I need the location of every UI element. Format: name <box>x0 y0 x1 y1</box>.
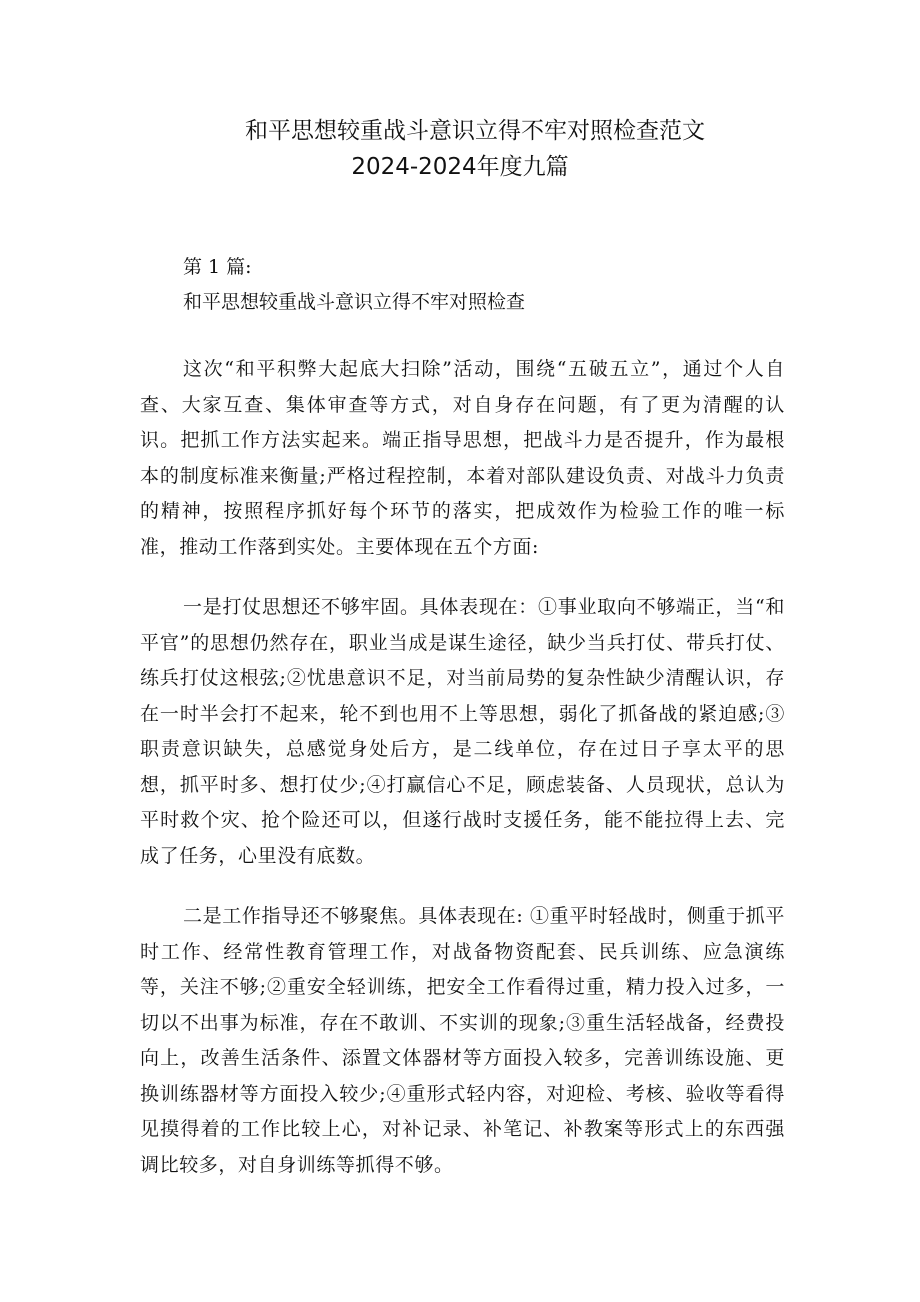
document-title <box>0 113 920 185</box>
title-line-1: 和平思想较重战斗意识立得不牢对照检查范文 <box>245 118 705 144</box>
section-title: 和平思想较重战斗意识立得不牢对照检查 <box>183 291 526 313</box>
paragraph-3: 二是工作指导还不够聚焦。具体表现在: ①重平时轻战时，侧重于抓平时工作、经常性教育管理工作，对战备物资配套、民兵训练、应急演练等，关注不够;②重安全轻训练，把安全工作看得过重，精力投入过多，一切以不出事为标准，存在不敢训、不实训的现象;③重生活轻战备，经费投向上，改善生活条件、添置文体器材等方面投入较多，完善训练设施、更换训练器材等方面投入较少;④重形式轻内容，对迎检、考核、验收等看得见摸得着的工作比较上心，对补记录、补笔记、补教案等形式上的东西强调比较多，对自身训练等抓得不够。 <box>140 905 785 1176</box>
title-line-2: 2024-2024年度九篇 <box>351 154 569 180</box>
paragraph-1: 这次“和平积弊大起底大扫除”活动，围绕“五破五立”，通过个人自查、大家互查、集体审查等方式，对自身存在问题，有了更为清醒的认识。把抓工作方法实起来。端正指导思想，把战斗力是否提升，作为最根本的制度标准来衡量;严格过程控制，本着对部队建设负责、对战斗力负责的精神，按照程序抓好每个环节的落实，把成效作为检验工作的唯一标准，推动工作落到实处。主要体现在五个方面: <box>140 358 785 558</box>
section-label: 第 1 篇: <box>183 256 252 278</box>
paragraph-2: 一是打仗思想还不够牢固。具体表现在：①事业取向不够端正，当“和平官”的思想仍然存在，职业当成是谋生途径，缺少当兵打仗、带兵打仗、练兵打仗这根弦;②忧患意识不足，对当前局势的复杂性缺少清醒认识，存在一时半会打不起来，轮不到也用不上等思想，弱化了抓备战的紧迫感;③职责意识缺失，总感觉身处后方，是二线单位，存在过日子享太平的思想，抓平时多、想打仗少;④打赢信心不足，顾虑装备、人员现状，总认为平时救个灾、抢个险还可以，但遂行战时支援任务，能不能拉得上去、完成了任务，心里没有底数。 <box>140 596 785 867</box>
